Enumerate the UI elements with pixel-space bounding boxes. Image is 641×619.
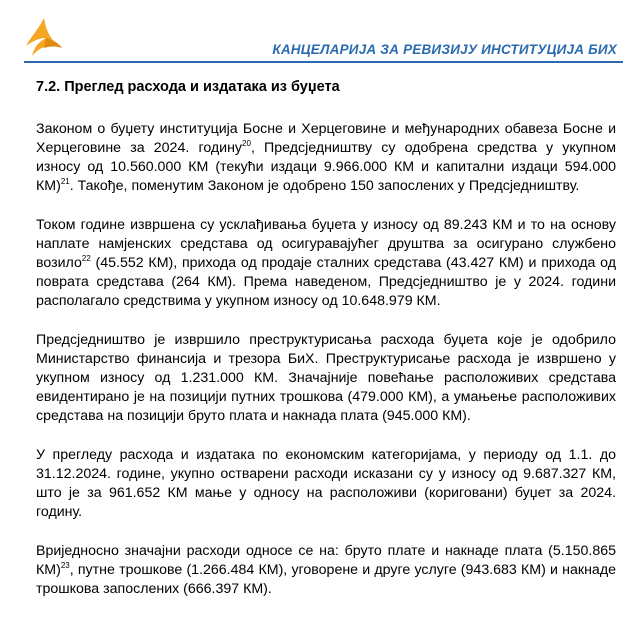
footnote-ref-22[interactable]: 22	[81, 254, 91, 263]
logo-swoosh-icon	[26, 18, 60, 56]
header-divider	[24, 61, 623, 63]
body-text	[36, 120, 616, 619]
section-title: 7.2. Преглед расхода и издатака из буџета	[36, 79, 340, 95]
footnote-ref-23[interactable]: 23	[60, 561, 70, 570]
paragraph-5: Вриједносно значајни расходи односе се на: бруто плате и накнаде плата (5.150.865 КМ)$^{23}$, путне трошкове (1.266.484 КМ), уговорене и друге услуге (943.683 КМ) и накнаде трошкова запослених (666.397 КМ).	[36, 543, 616, 597]
header-title: КАНЦЕЛАРИЈА ЗА РЕВИЗИЈУ ИНСТИТУЦИЈА БИХ	[272, 42, 617, 57]
paragraph-4: У прегледу расхода и издатака по економским категоријама, у периоду од 1.1. до 31.12.2024. године, укупно остварени расходи исказани су у износу од 9.687.327 КМ, што је за 961.652 КМ мање у односу на расположиви (кориговани) буџет за 2024. годину.	[36, 447, 616, 520]
footnote-ref-20[interactable]: 20	[242, 139, 251, 148]
institution-logo	[24, 16, 64, 62]
paragraph-3: Предсједништво је извршило преструктурисања расхода буџета које је одобрило Министарство финансија и трезора БиХ. Преструктурисање расхода је извршено у укупном износу од 1.231.000 КМ. Значајније повећање расположивих средстава евидентирано је на позицији путних трошкова (479.000 КМ), а умањење расположивих средстава на позицији бруто плата и накнада плата (945.000 КМ).	[36, 332, 616, 424]
paragraph-1: Законом о буџету институција Босне и Херцеговине и међународних обавеза Босне и Херцеговине за 2024. годину$^{20}$, Предсједништву су одобрена средства у укупном износу од 10.560.000 КМ (текући издаци 9.966.000 КМ и капитални издаци 594.000 КМ)$^{21}$. Такође, поменутим Законом је одобрено 150 запослених у Предсједништву.	[36, 121, 616, 194]
footnote-ref-21[interactable]: 21	[60, 177, 70, 186]
logo-wing-icon	[44, 38, 62, 48]
paragraph-2: Током године извршена су усклађивања буџета у износу од 89.243 КМ и то на основу наплате намјенских средстава од осигуравајућег друштва за осигурано службено возило$^{22}$ (45.552 КМ), прихода од продаје сталних средстава (43.427 КМ) и прихода од поврата средстава (264 КМ). Према наведеном, Предсједништво је у 2024. години располагало средствима у укупном износу од 10.648.979 КМ.	[36, 217, 616, 309]
